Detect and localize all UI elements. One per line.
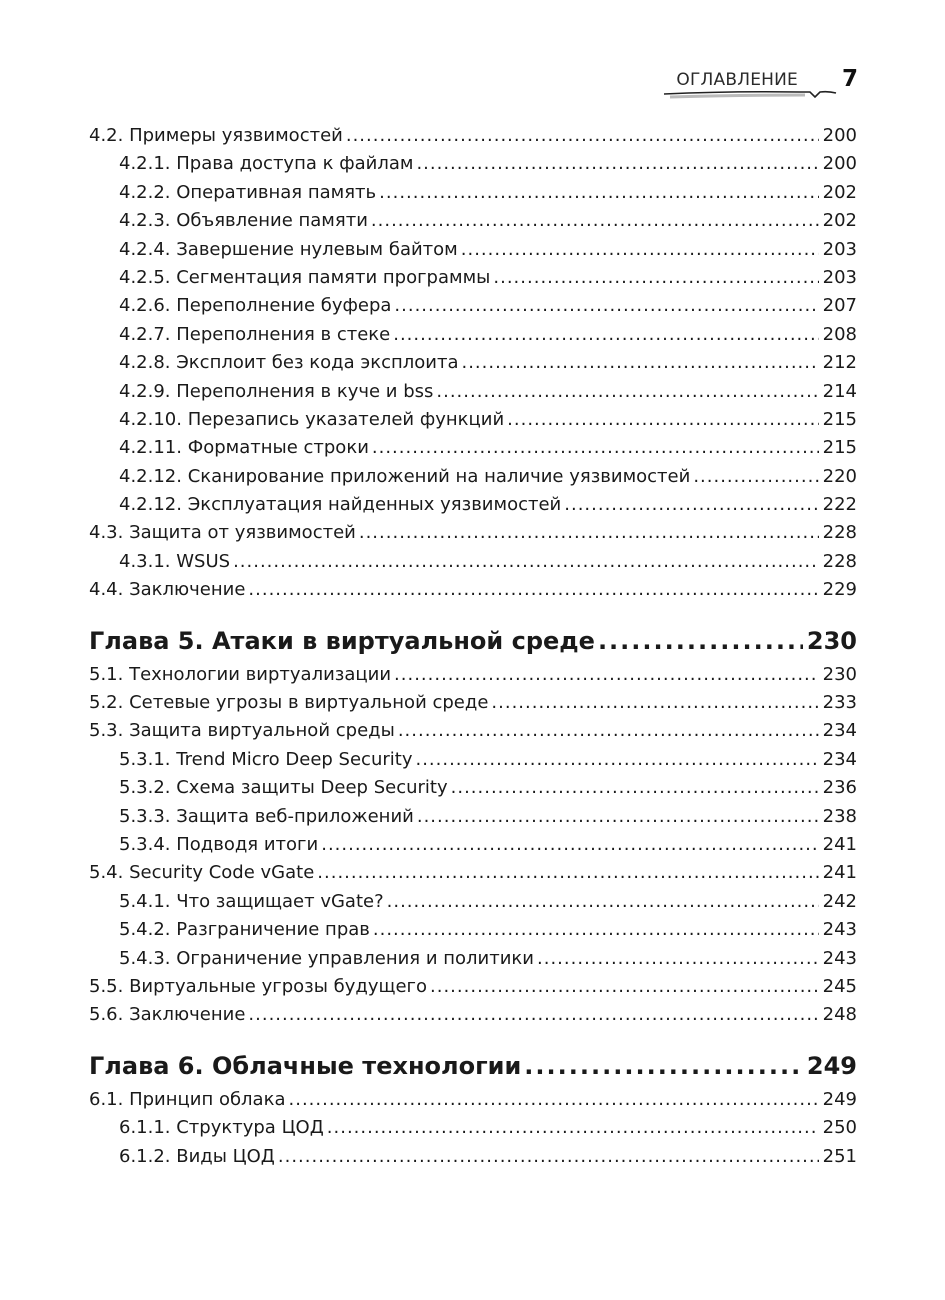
toc-entry-title: 5.4.1. Что защищает vGate?	[119, 890, 384, 912]
dot-leader	[278, 1143, 819, 1171]
toc-entry	[89, 888, 857, 916]
toc-entry	[89, 463, 857, 491]
dot-leader	[346, 122, 819, 150]
dot-leader	[461, 349, 818, 377]
dot-leader	[359, 519, 819, 547]
dot-leader	[327, 1114, 819, 1142]
toc-entry	[89, 207, 857, 235]
toc-entry-title: 4.2.6. Переполнение буфера	[119, 295, 392, 317]
toc-entry-page: 208	[822, 323, 857, 345]
dot-leader	[398, 717, 819, 745]
page-number: 7	[841, 66, 858, 92]
dot-leader	[598, 621, 803, 661]
toc-chapter-entry	[89, 621, 857, 661]
toc-entry-title: 5.5. Виртуальные угрозы будущего	[89, 975, 428, 997]
toc-entry	[89, 519, 857, 547]
toc-entry-title: 4.3. Защита от уязвимостей	[89, 522, 356, 544]
toc-entry-page: 249	[822, 1088, 857, 1110]
toc-entry-page: 212	[822, 352, 857, 374]
toc-entry-page: 207	[822, 295, 857, 317]
dot-leader	[373, 916, 819, 944]
toc-entry	[89, 916, 857, 944]
dot-leader	[491, 689, 818, 717]
toc-entry	[89, 1143, 857, 1171]
toc-entry-page: 214	[822, 380, 857, 402]
dot-leader	[430, 973, 819, 1001]
toc-entry	[89, 689, 857, 717]
toc-entry-page: 228	[822, 522, 857, 544]
toc-entry-page: 202	[822, 181, 857, 203]
toc-entry	[89, 1086, 857, 1114]
toc-entry-page: 233	[822, 692, 857, 714]
toc-entry-title: 5.4.2. Разграничение прав	[119, 919, 370, 941]
dot-leader	[416, 150, 818, 178]
toc-entry-title: 5.1. Технологии виртуализации	[89, 663, 392, 685]
header-swoosh-ornament	[660, 88, 840, 102]
toc-entry	[89, 349, 857, 377]
dot-leader	[537, 945, 819, 973]
toc-entry-page: 243	[822, 947, 857, 969]
toc-entry	[89, 1001, 857, 1029]
toc-entry-title: 5.3.1. Trend Micro Deep Security	[119, 748, 413, 770]
dot-leader	[461, 236, 819, 264]
toc-entry-title: 4.2.9. Переполнения в куче и bss	[119, 380, 434, 402]
toc-entry-page: 230	[822, 663, 857, 685]
toc-entry-page: 222	[822, 494, 857, 516]
toc-entry-title: 5.3.4. Подводя итоги	[119, 833, 319, 855]
toc-entry-title: 5.4.3. Ограничение управления и политики	[119, 947, 535, 969]
dot-leader	[321, 831, 818, 859]
dot-leader	[248, 1001, 818, 1029]
toc-entry	[89, 378, 857, 406]
toc-entry-page: 220	[822, 465, 857, 487]
dot-leader	[233, 548, 819, 576]
toc-entry	[89, 576, 857, 604]
table-of-contents	[89, 122, 857, 1171]
toc-entry-title: 4.2.11. Форматные строки	[119, 437, 369, 459]
toc-entry-title: Глава 5. Атаки в виртуальной среде	[89, 626, 595, 655]
dot-leader	[436, 378, 818, 406]
toc-entry-title: 4.2.5. Сегментация памяти программы	[119, 266, 491, 288]
toc-entry	[89, 973, 857, 1001]
toc-entry	[89, 491, 857, 519]
toc-entry-page: 230	[806, 626, 857, 655]
toc-entry-page: 229	[822, 579, 857, 601]
toc-entry-title: 4.3.1. WSUS	[119, 550, 231, 572]
toc-entry-page: 236	[822, 777, 857, 799]
toc-entry-page: 203	[822, 238, 857, 260]
dot-leader	[379, 179, 818, 207]
toc-chapter-entry	[89, 1046, 857, 1086]
toc-entry	[89, 661, 857, 689]
toc-entry-title: 4.2.2. Оперативная память	[119, 181, 377, 203]
toc-entry-page: 203	[822, 266, 857, 288]
toc-entry-page: 241	[822, 833, 857, 855]
toc-entry-title: 4.2.3. Объявление памяти	[119, 210, 368, 232]
toc-entry	[89, 945, 857, 973]
toc-entry-page: 251	[822, 1145, 857, 1167]
toc-entry-title: 6.1.1. Структура ЦОД	[119, 1117, 324, 1139]
running-header-title: ОГЛАВЛЕНИЕ	[676, 70, 798, 90]
toc-entry-title: 5.3.2. Схема защиты Deep Security	[119, 777, 448, 799]
toc-entry-page: 248	[822, 1004, 857, 1026]
toc-entry	[89, 406, 857, 434]
toc-entry-page: 228	[822, 550, 857, 572]
toc-entry-page: 245	[822, 975, 857, 997]
dot-leader	[524, 1046, 803, 1086]
toc-entry	[89, 803, 857, 831]
toc-entry-page: 215	[822, 437, 857, 459]
toc-entry-page: 249	[806, 1051, 857, 1080]
toc-entry-page: 200	[822, 125, 857, 146]
toc-entry-title: 6.1.2. Виды ЦОД	[119, 1145, 275, 1167]
toc-entry-page: 202	[822, 210, 857, 232]
toc-entry-title: 6.1. Принцип облака	[89, 1088, 286, 1110]
toc-entry-title: 4.2.7. Переполнения в стеке	[119, 323, 391, 345]
toc-entry-title: 4.2.12. Сканирование приложений на наличие уязвимостей	[119, 465, 691, 487]
toc-entry-page: 238	[822, 805, 857, 827]
dot-leader	[317, 859, 818, 887]
toc-entry-title: 4.2.8. Эксплоит без кода эксплоита	[119, 352, 459, 374]
dot-leader	[493, 264, 818, 292]
toc-entry	[89, 831, 857, 859]
toc-entry-title: 4.4. Заключение	[89, 579, 246, 601]
dot-leader	[417, 803, 819, 831]
toc-entry-title: Глава 6. Облачные технологии	[89, 1051, 522, 1080]
toc-entry-title: 5.2. Сетевые угрозы в виртуальной среде	[89, 692, 489, 714]
dot-leader	[693, 463, 818, 491]
toc-entry-page: 200	[822, 153, 857, 175]
toc-entry	[89, 434, 857, 462]
dot-leader	[394, 661, 819, 689]
toc-entry-title: 4.2. Примеры уязвимостей	[89, 125, 343, 146]
toc-entry-title: 5.3.3. Защита веб-приложений	[119, 805, 414, 827]
toc-entry	[89, 774, 857, 802]
dot-leader	[507, 406, 818, 434]
toc-entry-page: 250	[822, 1117, 857, 1139]
toc-entry-title: 4.2.1. Права доступа к файлам	[119, 153, 414, 175]
toc-entry	[89, 122, 857, 150]
toc-entry-page: 234	[822, 748, 857, 770]
dot-leader	[372, 434, 819, 462]
dot-leader	[564, 491, 818, 519]
toc-entry	[89, 292, 857, 320]
dot-leader	[394, 292, 818, 320]
dot-leader	[248, 576, 818, 604]
toc-entry-page: 243	[822, 919, 857, 941]
toc-entry	[89, 746, 857, 774]
toc-entry-title: 5.3. Защита виртуальной среды	[89, 720, 395, 742]
toc-entry	[89, 179, 857, 207]
dot-leader	[451, 774, 819, 802]
toc-entry	[89, 1114, 857, 1142]
toc-entry-page: 242	[822, 890, 857, 912]
toc-entry	[89, 264, 857, 292]
toc-entry	[89, 150, 857, 178]
dot-leader	[289, 1086, 819, 1114]
toc-entry-title: 4.2.4. Завершение нулевым байтом	[119, 238, 458, 260]
toc-entry-page: 234	[822, 720, 857, 742]
dot-leader	[371, 207, 819, 235]
dot-leader	[387, 888, 819, 916]
dot-leader	[415, 746, 818, 774]
toc-entry-title: 4.2.10. Перезапись указателей функций	[119, 408, 505, 430]
running-header	[660, 62, 860, 106]
toc-entry-title: 5.4. Security Code vGate	[89, 862, 315, 884]
toc-entry-page: 215	[822, 408, 857, 430]
toc-entry-title: 4.2.12. Эксплуатация найденных уязвимостей	[119, 494, 562, 516]
toc-entry-page: 241	[822, 862, 857, 884]
dot-leader	[393, 321, 818, 349]
toc-entry	[89, 548, 857, 576]
toc-entry	[89, 236, 857, 264]
toc-entry	[89, 859, 857, 887]
toc-entry-title: 5.6. Заключение	[89, 1004, 246, 1026]
toc-entry	[89, 321, 857, 349]
toc-entry	[89, 717, 857, 745]
